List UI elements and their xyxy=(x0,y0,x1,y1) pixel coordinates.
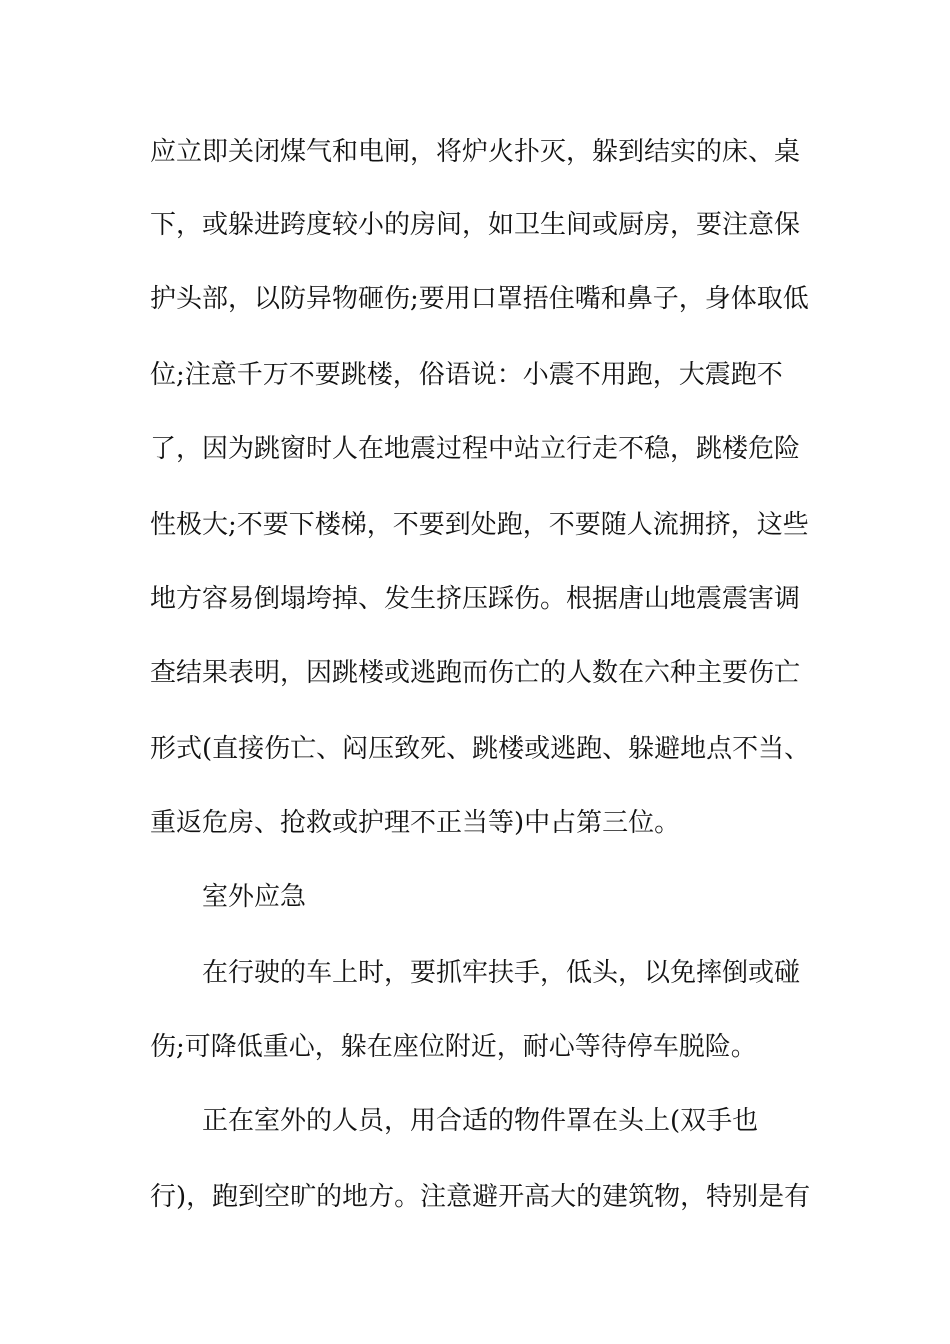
text-line-13: 伤;可降低重心，躲在座位附近，耐心等待停车脱险。 xyxy=(150,1032,757,1062)
text-line-6: 性极大;不要下楼梯，不要到处跑，不要随人流拥挤，这些 xyxy=(150,510,809,540)
text-line-4: 位;注意千万不要跳楼，俗语说：小震不用跑，大震跑不 xyxy=(150,360,783,390)
text-line-3: 护头部，以防异物砸伤;要用口罩捂住嘴和鼻子，身体取低 xyxy=(150,284,809,314)
text-line-7: 地方容易倒塌垮掉、发生挤压踩伤。根据唐山地震震害调 xyxy=(150,584,801,614)
text-line-8: 查结果表明，因跳楼或逃跑而伤亡的人数在六种主要伤亡 xyxy=(150,658,801,688)
text-line-10: 重返危房、抢救或护理不正当等)中占第三位。 xyxy=(150,808,681,838)
section-heading: 室外应急 xyxy=(202,882,307,912)
text-line-12: 在行驶的车上时，要抓牢扶手，低头，以免摔倒或碰 xyxy=(202,958,801,988)
text-line-1: 应立即关闭煤气和电闸，将炉火扑灭，躲到结实的床、桌 xyxy=(150,137,801,167)
text-line-15: 行)，跑到空旷的地方。注意避开高大的建筑物，特别是有 xyxy=(150,1182,811,1212)
text-line-14: 正在室外的人员，用合适的物件罩在头上(双手也 xyxy=(202,1106,759,1136)
text-line-5: 了，因为跳窗时人在地震过程中站立行走不稳，跳楼危险 xyxy=(150,434,801,464)
text-line-2: 下，或躲进跨度较小的房间，如卫生间或厨房，要注意保 xyxy=(150,210,801,240)
text-line-9: 形式(直接伤亡、闷压致死、跳楼或逃跑、躲避地点不当、 xyxy=(150,734,811,764)
